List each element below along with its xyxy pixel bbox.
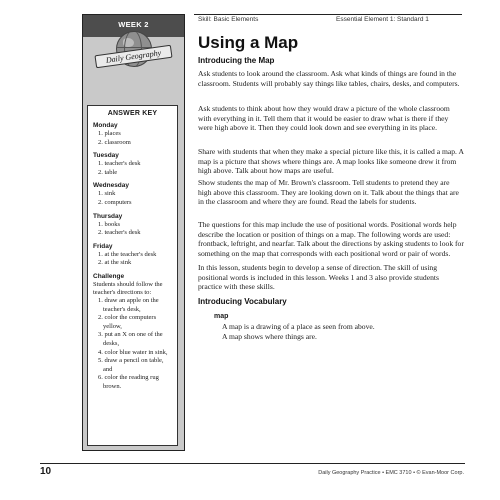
day-label: Monday <box>93 122 118 129</box>
challenge-section <box>93 273 172 392</box>
day-label: Tuesday <box>93 152 119 160</box>
page-number: 10 <box>40 466 52 477</box>
answer-key-title: ANSWER KEY <box>107 110 158 117</box>
answer-item: 1. teacher's desk <box>98 160 141 168</box>
intro-heading: Introducing the Map <box>198 56 275 65</box>
answer-item: 1. sink <box>98 190 116 198</box>
challenge-item: 2. color the computers yellow, <box>98 314 157 330</box>
footer-rule <box>40 463 465 464</box>
paragraph: Share with students that when they make a special picture like this, it is called a map. A map is a picture that shows where things are. A map looks like someone drew it from high above. Talk about how maps are useful. <box>198 147 464 176</box>
answer-day <box>93 243 172 268</box>
paragraph: In this lesson, students begin to develop a sense of direction. The skill of using positional words is included in this lesson. Weeks 1 and 3 also provide students practice with these skills. <box>198 263 439 292</box>
day-label: Wednesday <box>93 182 130 190</box>
standard-label: Essential Element 1: Standard 1 <box>336 16 429 23</box>
header-rule <box>194 14 462 15</box>
vocab-definition: A map shows where things are. <box>222 332 317 341</box>
vocab-heading: Introducing Vocabulary <box>198 297 287 306</box>
answer-key-box <box>87 105 178 446</box>
answer-item: 1. at the teacher's desk <box>98 250 157 258</box>
day-label: Thursday <box>93 212 123 220</box>
challenge-intro: Students should follow the teacher's directions to: <box>93 280 163 296</box>
answer-item: 2. teacher's desk <box>98 229 141 237</box>
week-label: WEEK 2 <box>118 20 149 29</box>
answer-item: 2. table <box>98 168 118 176</box>
challenge-item: 5. draw a pencil on table, and <box>98 357 164 373</box>
sidebar-panel <box>82 14 185 451</box>
skill-label: Skill: Basic Elements <box>198 16 259 23</box>
answer-item: 2. classroom <box>98 138 131 146</box>
paragraph: Ask students to look around the classroom. Ask what kinds of things are found in the classroom. Students will probably say things like tables, chairs, desks, and computers. <box>198 69 460 88</box>
answer-day <box>93 152 172 177</box>
answer-day <box>93 122 172 147</box>
answer-item: 2. computers <box>98 198 132 206</box>
challenge-item: 1. draw an apple on the teacher's desk, <box>98 296 159 313</box>
answer-day <box>93 182 172 207</box>
day-label: Friday <box>93 242 113 250</box>
paragraph: Ask students to think about how they would draw a picture of the whole classroom with everything in it. Tell them that it would be easier to draw what is there if they were high above it. Then they could look down and see everything in its place. <box>198 104 450 133</box>
answer-day <box>93 213 172 238</box>
page-title: Using a Map <box>198 33 299 52</box>
paragraph: Show students the map of Mr. Brown's classroom. Tell students to pretend they are high above this classroom. They are looking down on it. Talk about the things that are in the classroom and where they are found. Read the labels for students. <box>198 178 459 207</box>
answer-item: 1. places <box>98 130 121 137</box>
banner-text: Daily Geography <box>105 48 162 65</box>
answer-item: 2. at the sink <box>98 259 132 267</box>
challenge-item: 4. color blue water in sink, <box>98 348 168 356</box>
challenge-item: 6. color the reading rug brown. <box>98 374 159 390</box>
vocab-term: map <box>214 313 229 320</box>
challenge-title: Challenge <box>93 272 125 280</box>
challenge-item: 3. put an X on one of the desks, <box>98 331 163 347</box>
footer-credit: Daily Geography Practice • EMC 3710 • © Evan-Moor Corp. <box>318 470 464 476</box>
paragraph: The questions for this map include the use of positional words. Positional words help describe the location or position of things on a map. The following words are used: frontback, leftright, and nearfar. Talk about the directions by asking students to look for something on the map that corresponds with each positional word or pair of words. <box>198 220 464 258</box>
answer-item: 1. books <box>98 220 121 228</box>
vocab-definition: A map is a drawing of a place as seen from above. <box>222 322 375 331</box>
